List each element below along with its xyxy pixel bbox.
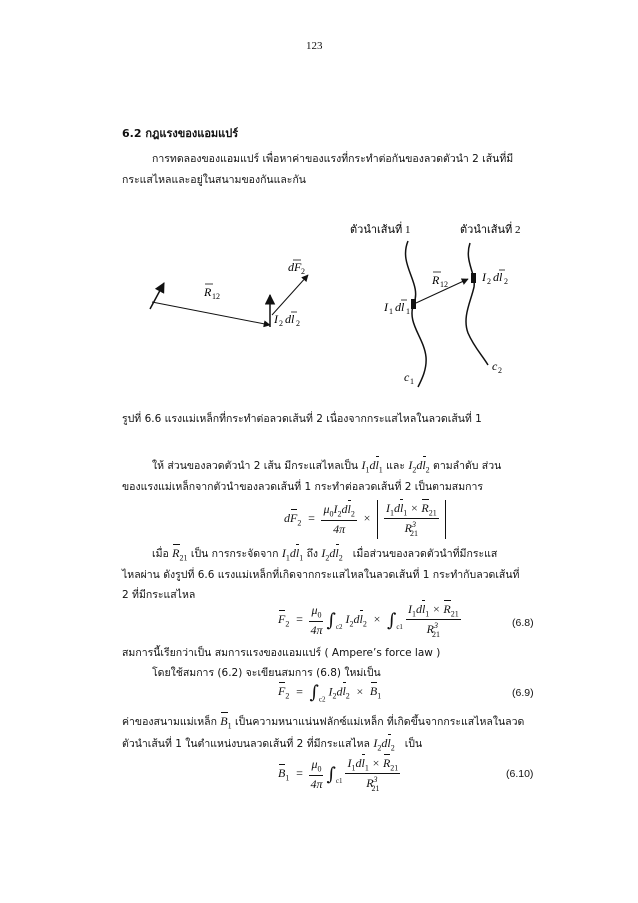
para4-line2: ตัวนำเส้นที่ 1 ในตำแหน่งบนลวดเส้นที่ 2 ที่มีกระแสไหล $I_2dl_2$ เป็น [122, 736, 423, 753]
para2-line3: 2 ที่มีกระแสไหล [122, 589, 196, 601]
conductor-2-curve [466, 243, 488, 365]
svg-text:12: 12 [212, 292, 220, 301]
right-I2dl2-label [481, 270, 508, 286]
intro-line-2: กระแสไหลและอยู่ในสนามของกันและกัน [122, 174, 306, 186]
figure-caption: รูปที่ 6.6 แรงแม่เหล็กที่กระทำต่อลวดเส้นที่ 2 เนื่องจากกระแสไหลในลวดเส้นที่ 1 [122, 413, 482, 425]
equation-6-10: $B_1$ = $\frac{\mu_0}{4\pi}$ $\int_{c1}$ $\frac{I_1dl_1 \times R_{21}}{R^3_{21}}$ [278, 756, 399, 793]
svg-text:I: I [482, 270, 486, 284]
svg-text:1: 1 [406, 307, 410, 316]
para3-line1: สมการนี้เรียกว่าเป็น สมการแรงของแอมแปร์ ( Ampere’s force law ) [122, 647, 441, 659]
c1-label [404, 370, 414, 386]
svg-text:R: R [204, 285, 212, 299]
para3-line2: โดยใช้สมการ (6.2) จะเขียนสมการ (6.8) ใหม่เป็น [152, 667, 381, 679]
para1-line2: ของแรงแม่เหล็กจากตัวนำของลวดเส้นที่ 1 กระทำต่อลวดเส้นที่ 2 เป็นตามสมการ [122, 481, 484, 493]
svg-text:2: 2 [301, 267, 305, 276]
svg-text:2: 2 [279, 319, 283, 328]
para2-line1: เมื่อ $R_{21}$ เป็น การกระจัดจาก $I_1dl_1$ ถึง $I_2dl_2$ เมื่อส่วนของลวดตัวนำที่มีกระแส [152, 546, 498, 563]
eq-6-8-number: (6.8) [512, 617, 534, 629]
eq-6-10-number: (6.10) [506, 768, 534, 780]
math-I2dl2-b: $I_2dl_2$ [321, 546, 343, 563]
svg-text:I: I [384, 300, 388, 314]
math-R21: $R_{21}$ [172, 546, 188, 563]
svg-text:I: I [274, 312, 278, 326]
svg-text:2: 2 [487, 277, 491, 286]
intro-line-1: การทดลองของแอมแปร์ เพื่อหาค่าของแรงที่กระทำต่อกันของลวดตัวนำ 2 เส้นที่มี [152, 153, 514, 165]
svg-text:1: 1 [389, 307, 393, 316]
svg-text:12: 12 [440, 280, 448, 289]
label-conductor-2: ตัวนำเส้นที่ 2 [460, 224, 521, 236]
label-conductor-1: ตัวนำเส้นที่ 1 [350, 224, 411, 236]
math-I1dl1-b: $I_1dl_1$ [281, 546, 304, 563]
equation-6-9: $F_2 = \int_{c2}$ $I_2dl_2 \times B_1$ [278, 682, 382, 704]
equation-dF2: $dF_2$ = $\frac{\mu_0I_2dl_2}{4\pi}$ × $\frac{I_1dl_1 \times R_{21}}{R^3_{21}}$ [284, 500, 446, 539]
para4-line1: ค่าของสนามแม่เหล็ก $B_1$ เป็นความหนาแน่นฟลักซ์แม่เหล็ก ที่เกิดขึ้นจากกระแสไหลในลวด [122, 714, 525, 731]
svg-text:dF: dF [288, 260, 302, 274]
math-I2dl2: $I_2dl_2$ [408, 458, 430, 475]
para2-line2: ไหลผ่าน ดังรูปที่ 6.6 แรงแม่เหล็กที่เกิดจากกระแสไหลในลวดเส้นที่ 1 กระทำกับลวดเส้นที่ [122, 569, 520, 581]
left-I2dl2-label [273, 312, 300, 328]
eq-6-9-number: (6.9) [512, 687, 534, 699]
svg-text:dl: dl [285, 312, 295, 326]
right-I1dl1-label [383, 300, 410, 316]
figure-6-6 [122, 205, 562, 395]
section-heading: 6.2 กฎแรงของแอมแปร์ [122, 127, 239, 140]
math-I2dl2-c: $I_2dl_2$ [373, 736, 395, 753]
svg-text:1: 1 [410, 377, 414, 386]
element-dl2 [471, 273, 476, 283]
page-number: 123 [306, 40, 323, 52]
svg-text:2: 2 [296, 319, 300, 328]
svg-text:2: 2 [498, 366, 502, 375]
c2-label [492, 359, 502, 375]
svg-text:c: c [492, 359, 498, 373]
para1-line1: ให้ ส่วนของลวดตัวนำ 2 เส้น มีกระแสไหลเป็น $I_1dl_1$ และ $I_2dl_2$ ตามลำดับ ส่วน [152, 458, 502, 475]
svg-text:dl: dl [395, 300, 405, 314]
left-R12-label [203, 284, 220, 301]
source-current-arrow [150, 283, 164, 309]
svg-text:c: c [404, 370, 410, 384]
svg-text:dl: dl [493, 270, 503, 284]
dF2-vector-arrow [272, 275, 308, 315]
element-dl1 [411, 299, 416, 309]
left-dF2-label [288, 260, 305, 276]
svg-text:2: 2 [504, 277, 508, 286]
svg-text:R: R [432, 273, 440, 287]
math-I1dl1: $I_1dl_1$ [361, 458, 383, 475]
equation-6-8: $F_2$ = $\frac{\mu_0}{4\pi}$ $\int_{c2}$ $I_2dl_2 \times \int_{c1}$ $\frac{I_1dl_1 \times R_{21}}{R^3_{21}}$ [278, 602, 459, 639]
right-R12-label [431, 272, 448, 289]
R12-vector-arrow [152, 302, 270, 325]
math-B1: $B_1$ [220, 714, 232, 731]
